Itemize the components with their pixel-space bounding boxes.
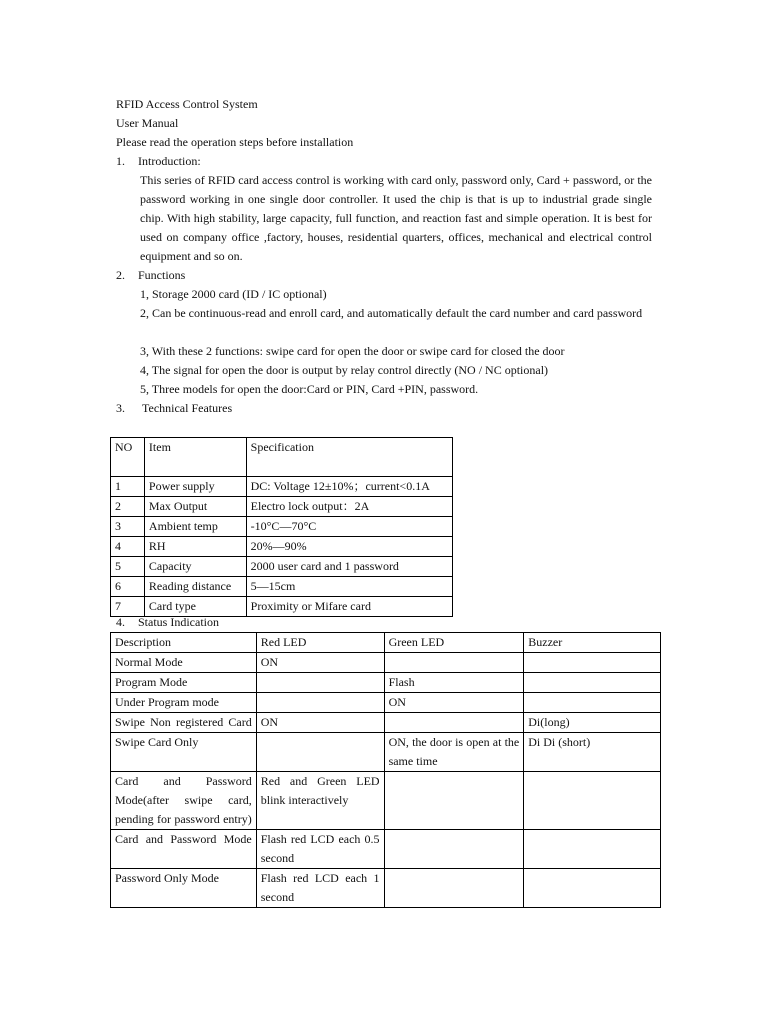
- table-cell: [256, 733, 384, 772]
- table-cell: Program Mode: [111, 673, 257, 693]
- table-cell: [524, 693, 661, 713]
- table-cell: 20%—90%: [246, 537, 452, 557]
- table-row: [111, 830, 661, 869]
- table-cell: 2: [111, 497, 145, 517]
- table-cell: 2000 user card and 1 password: [246, 557, 452, 577]
- table-cell: Card and Password Mode(after swipe card, pending for password entry): [111, 772, 257, 830]
- table-cell: [524, 673, 661, 693]
- table-cell: ON: [384, 693, 524, 713]
- table-cell: Card type: [144, 597, 246, 617]
- table-row: [111, 577, 453, 597]
- header-cell-description: Description: [111, 633, 257, 653]
- table-cell: 3: [111, 517, 145, 537]
- function-item-5: 5, Three models for open the door:Card or PIN, Card +PIN, password.: [140, 382, 479, 396]
- function-item-2: 2, Can be continuous-read and enroll card, and automatically default the card number and card password: [140, 306, 643, 320]
- table-cell: Reading distance: [144, 577, 246, 597]
- table-cell: Flash: [384, 673, 524, 693]
- table-cell: Swipe Non registered Card: [111, 713, 257, 733]
- table-cell: Under Program mode: [111, 693, 257, 713]
- table-cell: [524, 772, 661, 830]
- table-cell: Electro lock output：2A: [246, 497, 452, 517]
- table-cell: Red and Green LED blink interactively: [256, 772, 384, 830]
- table-row: [111, 772, 661, 830]
- header-cell-red-led: Red LED: [256, 633, 384, 653]
- table-cell: Max Output: [144, 497, 246, 517]
- installation-note: Please read the operation steps before installation: [116, 135, 354, 149]
- section-title: Functions: [138, 268, 186, 282]
- table-row: [111, 693, 661, 713]
- table-cell: Capacity: [144, 557, 246, 577]
- table-cell: -10°C—70°C: [246, 517, 452, 537]
- table-cell: 7: [111, 597, 145, 617]
- table-row: [111, 517, 453, 537]
- table-header-row: [111, 633, 661, 653]
- table-cell: Power supply: [144, 477, 246, 497]
- section-number: 1.: [116, 154, 125, 168]
- table-row: [111, 653, 661, 673]
- section-title: Status Indication: [138, 615, 219, 629]
- table-cell: Flash red LCD each 1 second: [256, 869, 384, 908]
- header-cell-no: NO: [111, 438, 145, 477]
- table-cell: Di Di (short): [524, 733, 661, 772]
- introduction-paragraph: This series of RFID card access control is working with card only, password only, Card + password, or the password working in one single door controller. It used the chip is that is up to industrial grade single chip. With high stability, large capacity, full function, and reaction fast and simple operation. It is best for used on company office ,factory, houses, residential quarters, offices, mechanical and electrical control equipment and so on.: [140, 173, 652, 263]
- section-heading-technical-features: [116, 399, 232, 418]
- status-indication-table: [110, 632, 661, 908]
- header-cell-buzzer: Buzzer: [524, 633, 661, 653]
- table-row: [111, 733, 661, 772]
- table-cell: DC: Voltage 12±10%；current<0.1A: [246, 477, 452, 497]
- header-cell-specification: Specification: [246, 438, 452, 477]
- table-row: [111, 673, 661, 693]
- table-cell: [384, 713, 524, 733]
- table-cell: [384, 772, 524, 830]
- table-row: [111, 557, 453, 577]
- table-cell: [384, 830, 524, 869]
- table-cell: [256, 693, 384, 713]
- table-cell: Swipe Card Only: [111, 733, 257, 772]
- section-title: Introduction:: [138, 154, 201, 168]
- section-heading-status-indication: [116, 613, 219, 632]
- document-title: RFID Access Control System: [116, 97, 258, 111]
- function-item-4: 4, The signal for open the door is output by relay control directly (NO / NC optional): [140, 363, 549, 377]
- section-title: Technical Features: [142, 401, 233, 415]
- section-heading-functions: [116, 266, 185, 285]
- table-header-row: [111, 438, 453, 477]
- technical-features-table: [110, 437, 453, 617]
- table-cell: ON: [256, 653, 384, 673]
- table-cell: [524, 653, 661, 673]
- table-row: [111, 537, 453, 557]
- table-cell: [524, 830, 661, 869]
- header-cell-item: Item: [144, 438, 246, 477]
- section-number: 2.: [116, 268, 125, 282]
- table-cell: Ambient temp: [144, 517, 246, 537]
- table-cell: [384, 869, 524, 908]
- table-row: [111, 497, 453, 517]
- table-row: [111, 869, 661, 908]
- table-cell: [256, 673, 384, 693]
- table-cell: 6: [111, 577, 145, 597]
- table-cell: Normal Mode: [111, 653, 257, 673]
- section-number: 3.: [116, 401, 125, 415]
- table-cell: Card and Password Mode: [111, 830, 257, 869]
- table-cell: Flash red LCD each 0.5 second: [256, 830, 384, 869]
- table-cell: [524, 869, 661, 908]
- table-cell: 4: [111, 537, 145, 557]
- table-cell: Proximity or Mifare card: [246, 597, 452, 617]
- table-row: [111, 477, 453, 497]
- function-item-3: 3, With these 2 functions: swipe card for open the door or swipe card for closed the door: [140, 344, 565, 358]
- table-cell: ON: [256, 713, 384, 733]
- table-cell: [384, 653, 524, 673]
- header-cell-green-led: Green LED: [384, 633, 524, 653]
- table-cell: Password Only Mode: [111, 869, 257, 908]
- section-heading-introduction: [116, 152, 201, 171]
- document-subtitle: User Manual: [116, 116, 179, 130]
- table-cell: 1: [111, 477, 145, 497]
- table-cell: RH: [144, 537, 246, 557]
- section-number: 4.: [116, 615, 125, 629]
- table-cell: 5—15cm: [246, 577, 452, 597]
- function-item-1: 1, Storage 2000 card (ID / IC optional): [140, 287, 327, 301]
- table-row: [111, 713, 661, 733]
- table-cell: 5: [111, 557, 145, 577]
- table-cell: Di(long): [524, 713, 661, 733]
- table-cell: ON, the door is open at the same time: [384, 733, 524, 772]
